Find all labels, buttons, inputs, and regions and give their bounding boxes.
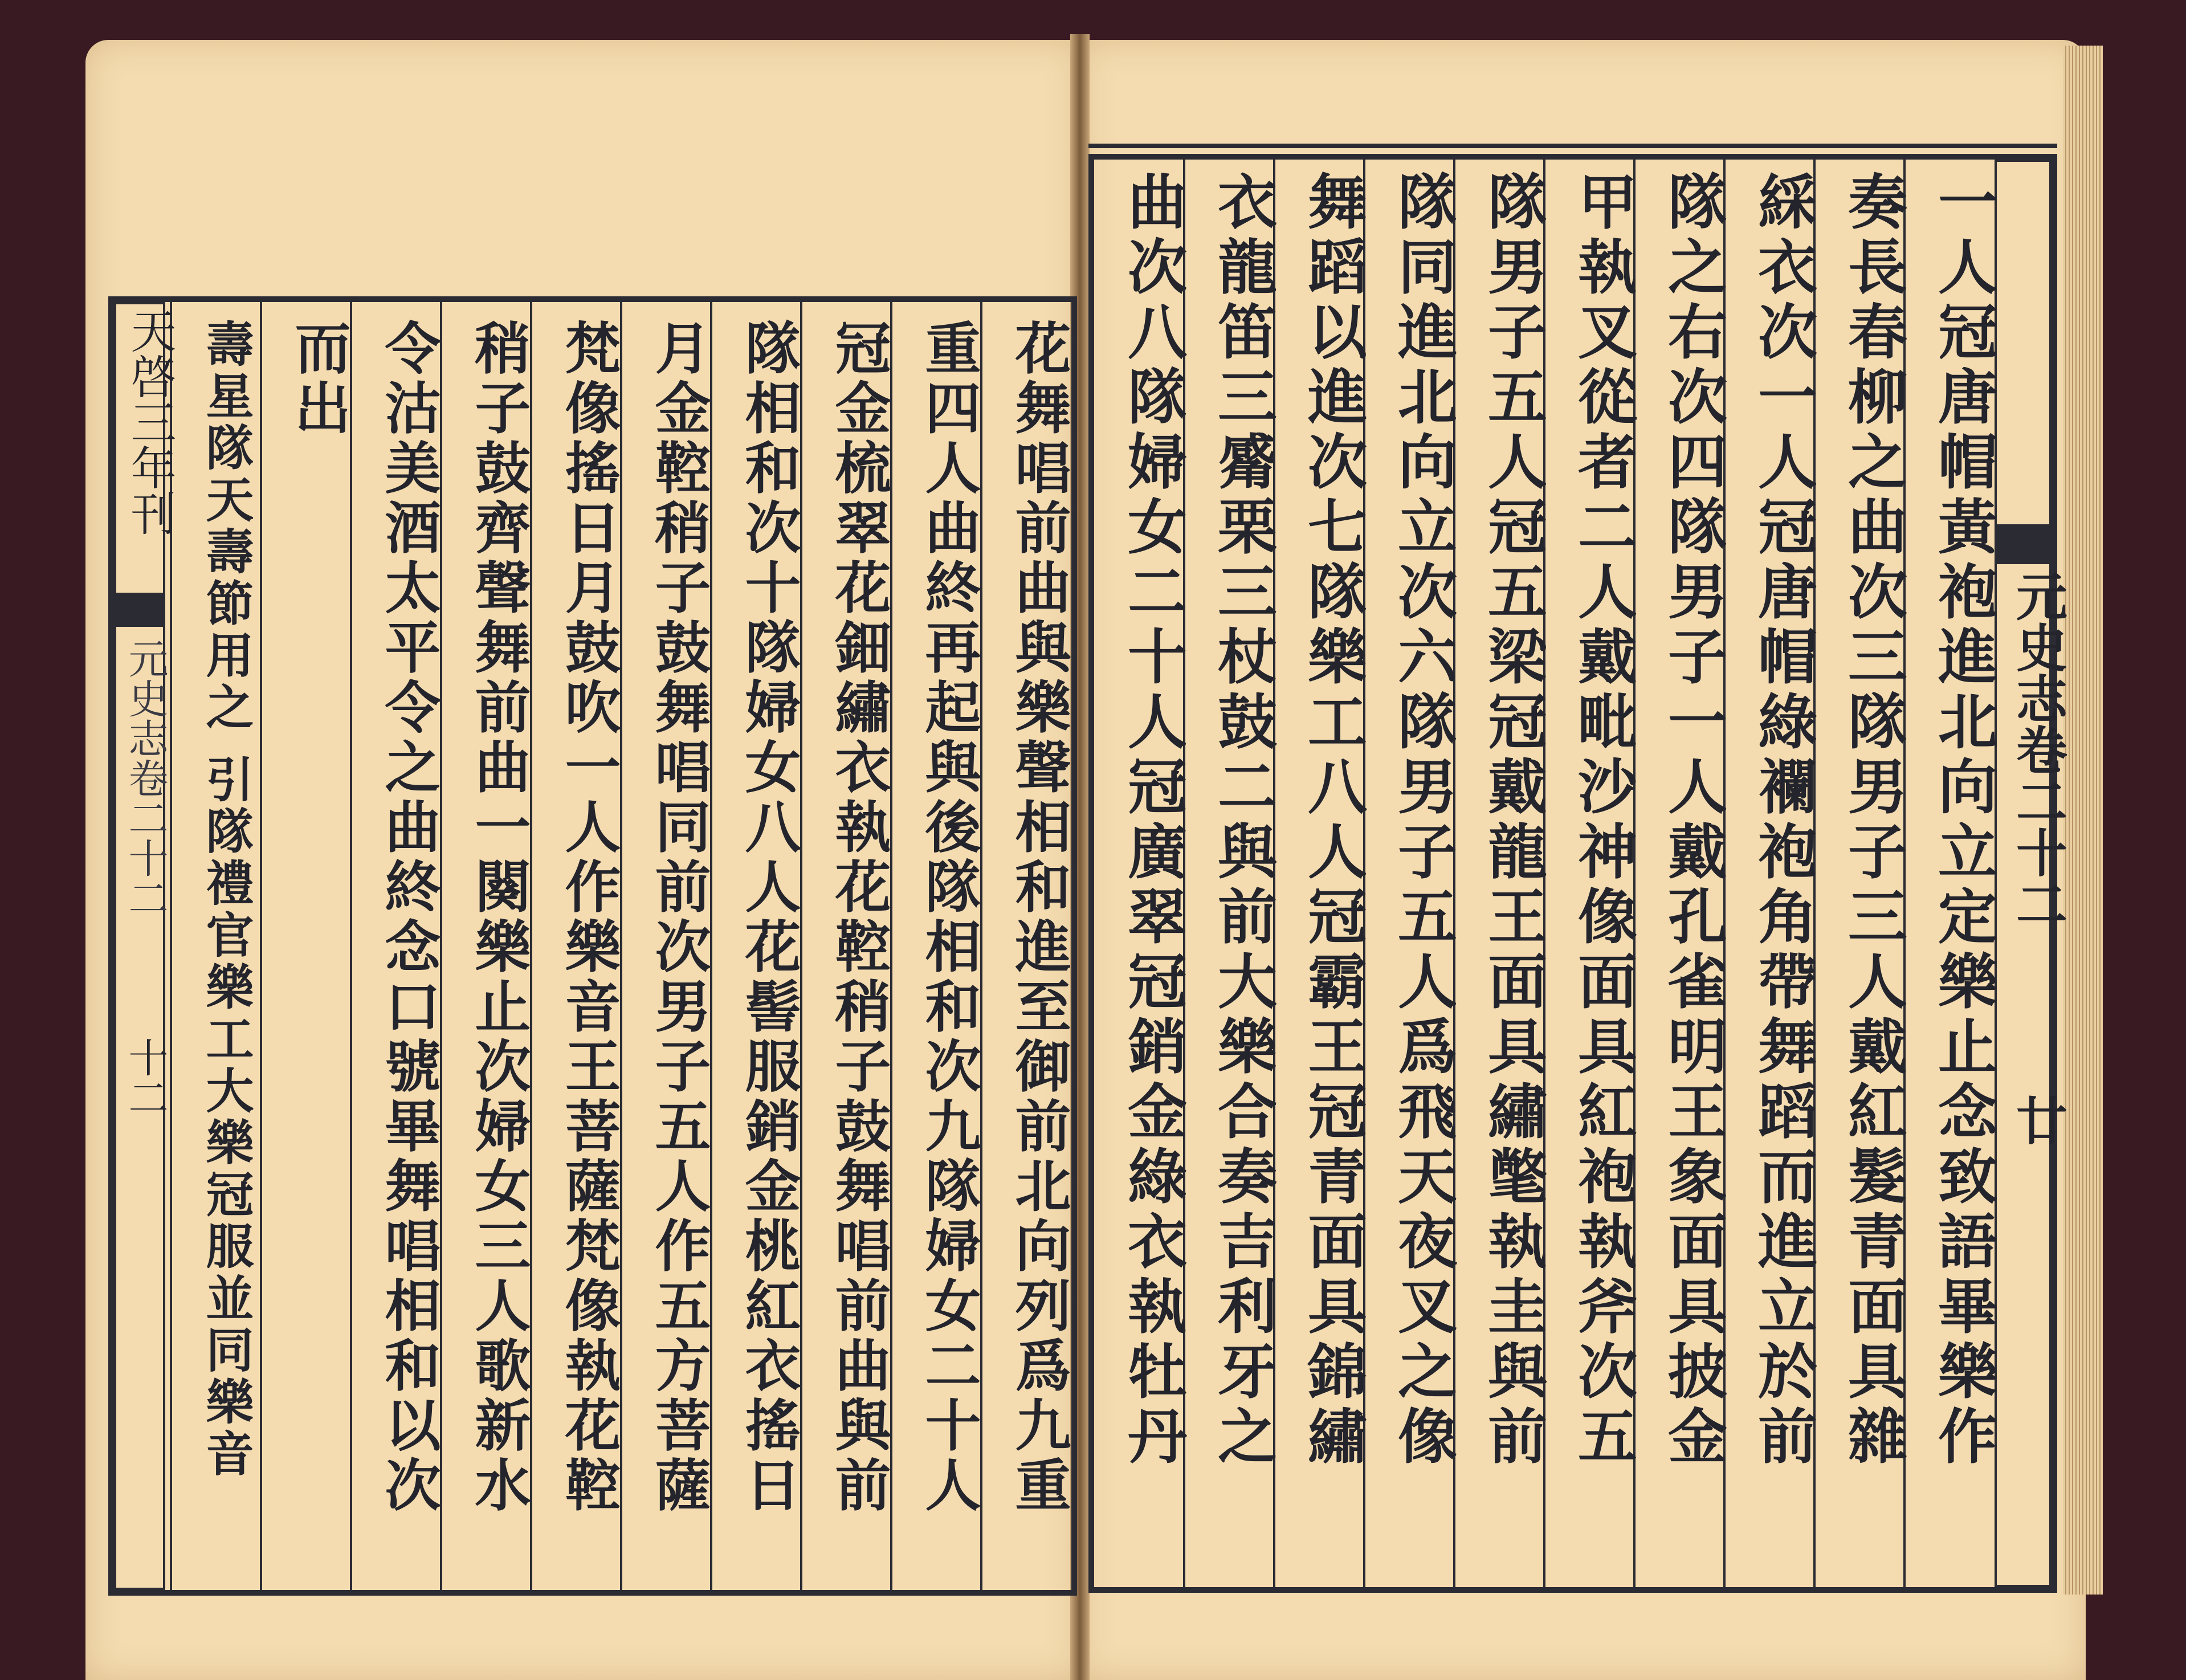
left-column-10: 壽星隊天壽節用之 引隊禮官樂工大樂冠服並同樂音 xyxy=(198,319,255,1481)
left-column-6: 梵像搖日月鼓吹一人作樂音王菩薩梵像執花鞚 xyxy=(556,319,621,1516)
right-column-5: 甲執叉從者二人戴毗沙神像面具紅袍執斧次五 xyxy=(1568,171,1638,1470)
right-column-8: 舞蹈以進次七隊樂工八人冠霸王冠青面具錦繡 xyxy=(1298,171,1368,1470)
right-margin-page-number: 廿 xyxy=(2007,1094,2067,1145)
right-column-4: 隊之右次四隊男子一人戴孔雀明王象面具披金 xyxy=(1658,171,1728,1470)
right-column-3: 綵衣次一人冠唐帽綠襴袍角帶舞蹈而進立於前 xyxy=(1748,171,1818,1470)
left-column-3: 冠金梳翠花鈿繡衣執花鞚稍子鼓舞唱前曲與前 xyxy=(826,319,891,1516)
left-column-rule xyxy=(350,302,352,1590)
right-column-2: 奏長春柳之曲次三隊男子三人戴紅髮青面具雜 xyxy=(1838,171,1908,1470)
left-column-2: 重四人曲終再起與後隊相和次九隊婦女二十人 xyxy=(916,319,981,1516)
left-column-1: 花舞唱前曲與樂聲相和進至御前北向列爲九重 xyxy=(1006,319,1071,1516)
right-column-6: 隊男子五人冠五梁冠戴龍王面具繡氅執圭與前 xyxy=(1478,171,1548,1470)
right-column-9: 衣龍笛三觱栗三杖鼓二與前大樂合奏吉利牙之 xyxy=(1208,171,1278,1470)
right-column-1: 一人冠唐帽黃袍進北向立定樂止念致語畢樂作 xyxy=(1928,171,1998,1470)
right-column-10: 曲次八隊婦女二十人冠廣翠冠銷金綠衣執牡丹 xyxy=(1118,171,1188,1470)
left-column-5: 月金鞚稍子鼓舞唱同前次男子五人作五方菩薩 xyxy=(646,319,711,1516)
left-margin-edition: 天啓三年刊 xyxy=(123,308,176,536)
left-column-4: 隊相和次十隊婦女八人花髻服銷金桃紅衣搖日 xyxy=(736,319,801,1516)
right-margin-volume: 元史志卷二十二 xyxy=(2007,570,2067,929)
left-margin-page-number: 十二 xyxy=(122,1037,169,1117)
left-margin-volume: 元史志卷二十二 xyxy=(122,638,169,918)
right-top-rule xyxy=(1088,144,2057,148)
right-column-7: 隊同進北向立次六隊男子五人爲飛天夜叉之像 xyxy=(1388,171,1458,1470)
left-column-9: 而出 xyxy=(286,319,351,439)
left-fishtail-mark xyxy=(114,593,165,627)
left-column-8: 令沽美酒太平令之曲終念口號畢舞唱相和以次 xyxy=(376,319,441,1516)
left-column-7: 稍子鼓齊聲舞前曲一闋樂止次婦女三人歌新水 xyxy=(466,319,531,1516)
